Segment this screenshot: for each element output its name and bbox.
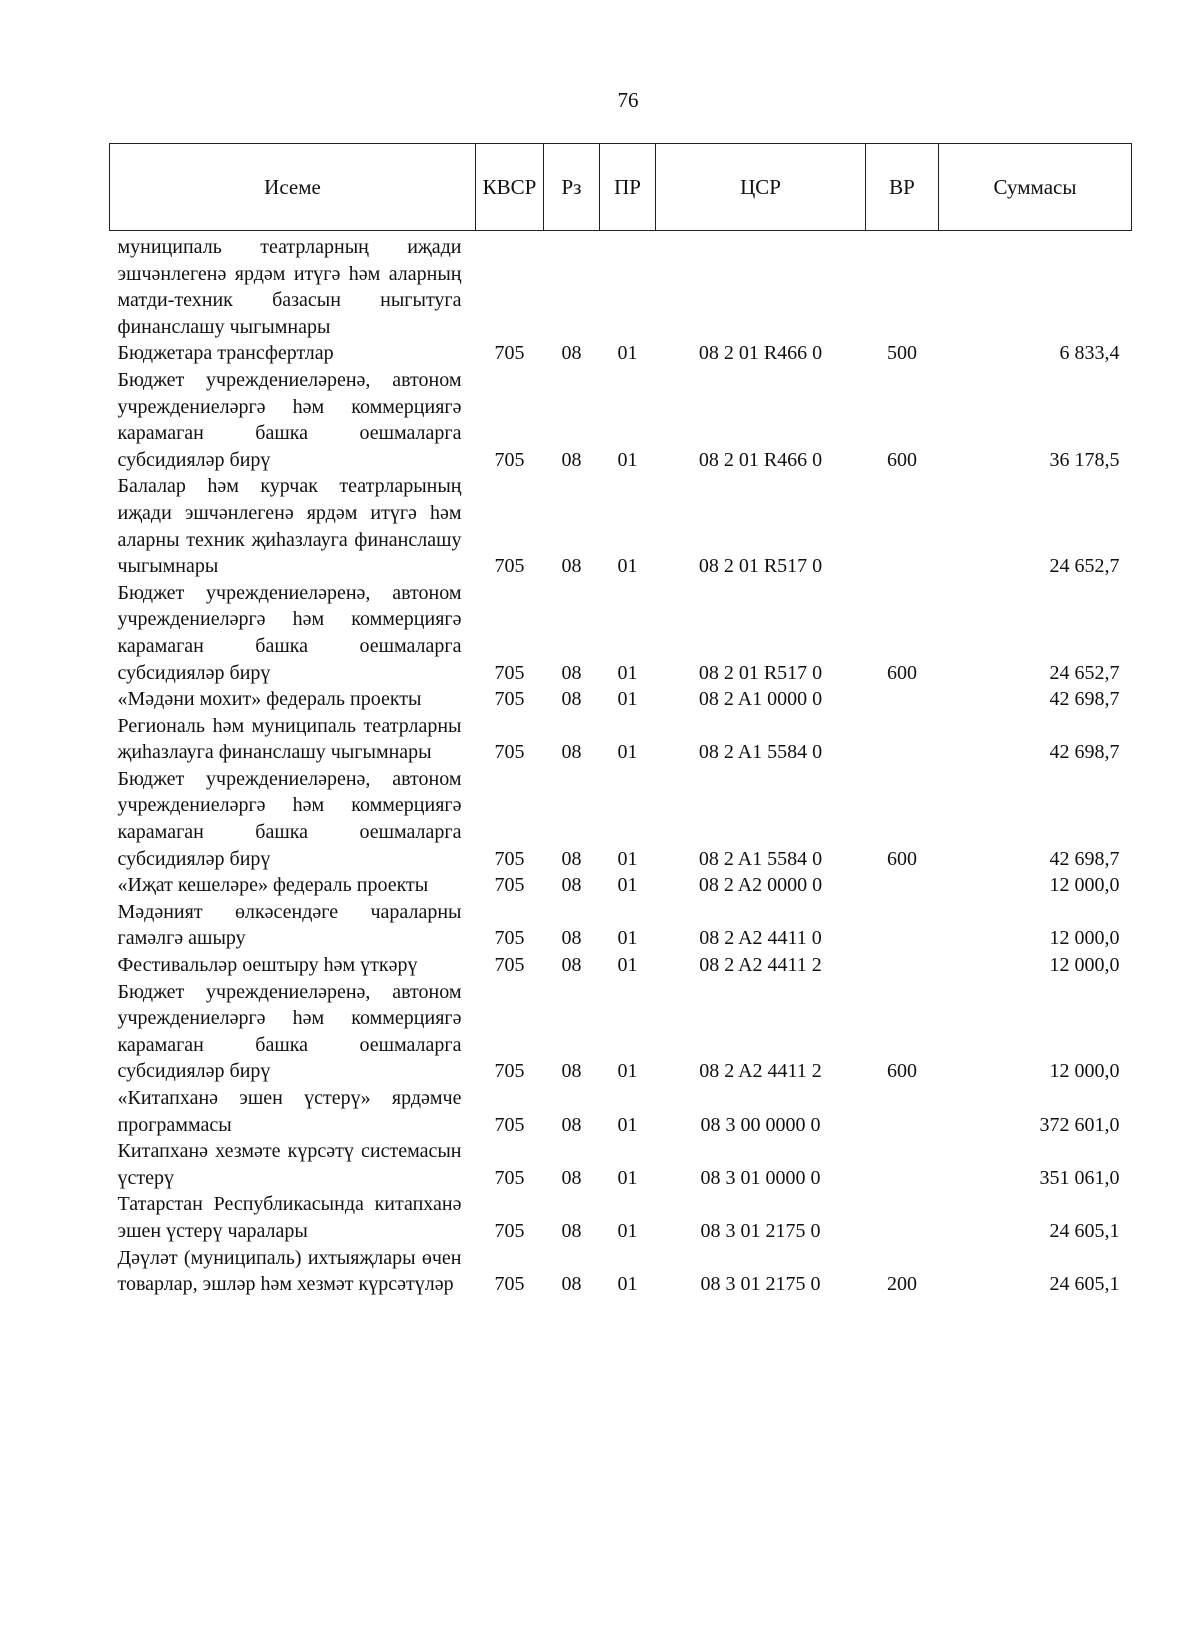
cell-pr: 01	[617, 847, 638, 870]
header-sum: Суммасы	[939, 144, 1132, 231]
table-row	[110, 766, 1132, 872]
cell-pr	[600, 231, 656, 341]
cell-sum: 24 652,7	[1049, 555, 1120, 578]
cell-rz: 08	[561, 1113, 582, 1136]
cell-pr: 01	[617, 1219, 638, 1242]
cell-pr: 01	[617, 448, 638, 471]
cell-vr: 600	[887, 847, 917, 870]
header-kvsr: КВСР	[476, 144, 544, 231]
cell-rz: 08	[561, 954, 582, 977]
table-row	[110, 872, 1132, 899]
cell-vr	[866, 231, 939, 341]
cell-name: Бюджет учреждениеләренә, автоном учреждениеләргә һәм коммерциягә карамаган башка оешмаларга субсидияләр бирү	[117, 767, 462, 870]
header-vr: ВР	[866, 144, 939, 231]
cell-name: Бюджет учреждениеләренә, автоном учреждениеләргә һәм коммерциягә карамаган башка оешмаларга субсидияләр бирү	[117, 980, 462, 1083]
table-row	[110, 1085, 1132, 1138]
cell-kvsr: 705	[494, 1219, 525, 1242]
cell-pr: 01	[617, 954, 638, 977]
table-row	[110, 367, 1132, 473]
table-row	[110, 1138, 1132, 1191]
cell-pr: 01	[617, 555, 638, 578]
cell-rz: 08	[561, 1060, 582, 1083]
cell-name: Китапханә хезмәте күрсәтү системасын үстерү	[117, 1140, 462, 1189]
cell-csr: 08 3 01 2175 0	[700, 1219, 821, 1242]
table-row	[110, 1245, 1132, 1298]
cell-sum: 42 698,7	[1049, 741, 1120, 764]
cell-pr: 01	[617, 342, 638, 365]
table-row	[110, 580, 1132, 686]
cell-pr: 01	[617, 874, 638, 897]
cell-pr: 01	[617, 1060, 638, 1083]
cell-csr: 08 2 A2 4411 0	[699, 927, 822, 950]
cell-sum: 24 605,1	[1049, 1219, 1120, 1242]
cell-rz: 08	[561, 741, 582, 764]
cell-name: Мәдәният өлкәсендәге чараларны гамәлгә ашыру	[117, 900, 462, 950]
cell-csr: 08 2 01 R517 0	[698, 555, 823, 578]
table-row	[110, 979, 1132, 1085]
cell-vr: 600	[887, 1060, 917, 1083]
header-rz: Рз	[544, 144, 600, 231]
header-pr: ПР	[600, 144, 656, 231]
cell-vr	[866, 872, 939, 899]
cell-sum: 12 000,0	[1049, 1060, 1120, 1083]
cell-name: Татарстан Республикасында китапханә эшен үстерү чаралары	[117, 1193, 462, 1242]
cell-sum: 42 698,7	[1049, 847, 1120, 870]
cell-csr: 08 3 01 0000 0	[700, 1166, 821, 1189]
header-csr: ЦСР	[656, 144, 866, 231]
budget-table	[109, 143, 1132, 1298]
cell-rz	[544, 231, 600, 341]
cell-sum: 36 178,5	[1049, 448, 1120, 471]
cell-vr	[866, 899, 939, 952]
cell-name: Бюджет учреждениеләренә, автоном учреждениеләргә һәм коммерциягә карамаган башка оешмаларга субсидияләр бирү	[117, 581, 462, 684]
cell-rz: 08	[561, 1166, 582, 1189]
cell-kvsr: 705	[494, 1166, 525, 1189]
cell-csr: 08 2 A1 0000 0	[698, 688, 823, 711]
cell-pr: 01	[617, 741, 638, 764]
cell-pr: 01	[617, 927, 638, 950]
cell-name: «Мәдәни мохит» федераль проекты	[117, 688, 422, 711]
cell-pr: 01	[617, 1113, 638, 1136]
cell-kvsr: 705	[494, 954, 525, 977]
cell-kvsr: 705	[494, 927, 525, 950]
cell-sum: 372 601,0	[1039, 1113, 1120, 1136]
table-body	[110, 231, 1132, 1298]
cell-rz: 08	[561, 1219, 582, 1242]
table-row	[110, 473, 1132, 579]
cell-kvsr: 705	[494, 448, 525, 471]
cell-kvsr: 705	[494, 1113, 525, 1136]
cell-pr: 01	[617, 1166, 638, 1189]
cell-sum: 12 000,0	[1049, 954, 1120, 977]
cell-kvsr: 705	[494, 1273, 525, 1296]
cell-kvsr: 705	[494, 741, 525, 764]
cell-name: «Китапханә эшен үстерү» ярдәмче программасы	[117, 1087, 462, 1136]
cell-name: муниципаль театрларның иҗади эшчәнлегенә ярдәм итүгә һәм аларның матди-техник базасын ныгытуга финанслашу чыгымнары	[117, 236, 462, 338]
cell-sum	[939, 231, 1132, 341]
cell-kvsr: 705	[494, 661, 525, 684]
cell-csr: 08 2 01 R466 0	[698, 448, 823, 471]
table-row	[110, 340, 1132, 367]
cell-csr: 08 2 01 R517 0	[698, 661, 823, 684]
cell-rz: 08	[561, 927, 582, 950]
cell-csr: 08 2 A1 5584 0	[698, 847, 823, 870]
cell-pr: 01	[617, 661, 638, 684]
cell-csr: 08 3 01 2175 0	[700, 1273, 821, 1296]
cell-name: Региональ һәм муниципаль театрларны җиһазлауга финанслашу чыгымнары	[117, 714, 462, 764]
cell-sum: 12 000,0	[1049, 874, 1120, 897]
cell-rz: 08	[561, 448, 582, 471]
cell-vr: 600	[887, 448, 917, 471]
page-number: 76	[617, 88, 639, 112]
cell-rz: 08	[561, 661, 582, 684]
cell-vr	[866, 473, 939, 579]
cell-name: Бюджет учреждениеләренә, автоном учреждениеләргә һәм коммерциягә карамаган башка оешмаларга субсидияләр бирү	[117, 368, 462, 471]
cell-rz: 08	[561, 874, 582, 897]
cell-vr: 600	[887, 661, 917, 684]
cell-rz: 08	[561, 342, 582, 365]
cell-csr: 08 2 A2 4411 2	[699, 1060, 822, 1083]
cell-vr	[866, 686, 939, 713]
cell-name: «Иҗат кешеләре» федераль проекты	[117, 874, 429, 897]
cell-rz: 08	[561, 555, 582, 578]
cell-kvsr: 705	[494, 1060, 525, 1083]
table-header	[110, 144, 1132, 231]
cell-csr: 08 2 A2 4411 2	[699, 954, 822, 977]
table-row	[110, 686, 1132, 713]
cell-kvsr: 705	[494, 555, 525, 578]
cell-kvsr: 705	[494, 688, 525, 711]
cell-kvsr: 705	[494, 847, 525, 870]
cell-name: Балалар һәм курчак театрларының иҗади эшчәнлегенә ярдәм итүгә һәм аларны техник җиһазлауга финанслашу чыгымнары	[117, 475, 462, 578]
cell-kvsr: 705	[494, 874, 525, 897]
cell-sum: 6 833,4	[1059, 342, 1120, 365]
cell-csr: 08 2 A1 5584 0	[698, 741, 823, 764]
cell-sum: 24 605,1	[1049, 1273, 1120, 1296]
cell-csr: 08 2 01 R466 0	[698, 342, 823, 365]
cell-sum: 24 652,7	[1049, 661, 1120, 684]
cell-pr: 01	[617, 688, 638, 711]
cell-csr	[656, 231, 866, 341]
header-name: Исеме	[110, 144, 476, 231]
cell-csr: 08 2 A2 0000 0	[698, 874, 823, 897]
cell-vr	[866, 713, 939, 766]
cell-kvsr: 705	[494, 342, 525, 365]
cell-csr: 08 3 00 0000 0	[700, 1113, 821, 1136]
cell-sum: 351 061,0	[1039, 1166, 1120, 1189]
cell-vr: 200	[887, 1273, 917, 1296]
cell-kvsr	[476, 231, 544, 341]
cell-vr	[866, 1138, 939, 1191]
table-row	[110, 713, 1132, 766]
cell-vr	[866, 1191, 939, 1244]
cell-rz: 08	[561, 688, 582, 711]
cell-vr	[866, 952, 939, 979]
cell-pr: 01	[617, 1273, 638, 1296]
cell-rz: 08	[561, 1273, 582, 1296]
table-row	[110, 952, 1132, 979]
cell-vr	[866, 1085, 939, 1138]
cell-name: Дәүләт (муниципаль) ихтыяҗлары өчен товарлар, эшләр һәм хезмәт күрсәтүләр	[117, 1246, 462, 1296]
table-row	[110, 231, 1132, 341]
cell-rz: 08	[561, 847, 582, 870]
cell-name: Фестивальләр оештыру һәм үткәрү	[117, 954, 418, 977]
cell-vr: 500	[887, 342, 917, 365]
table-row	[110, 899, 1132, 952]
cell-sum: 12 000,0	[1049, 927, 1120, 950]
cell-name: Бюджетара трансфертлар	[117, 342, 334, 365]
table-row	[110, 1191, 1132, 1244]
cell-sum: 42 698,7	[1049, 688, 1120, 711]
